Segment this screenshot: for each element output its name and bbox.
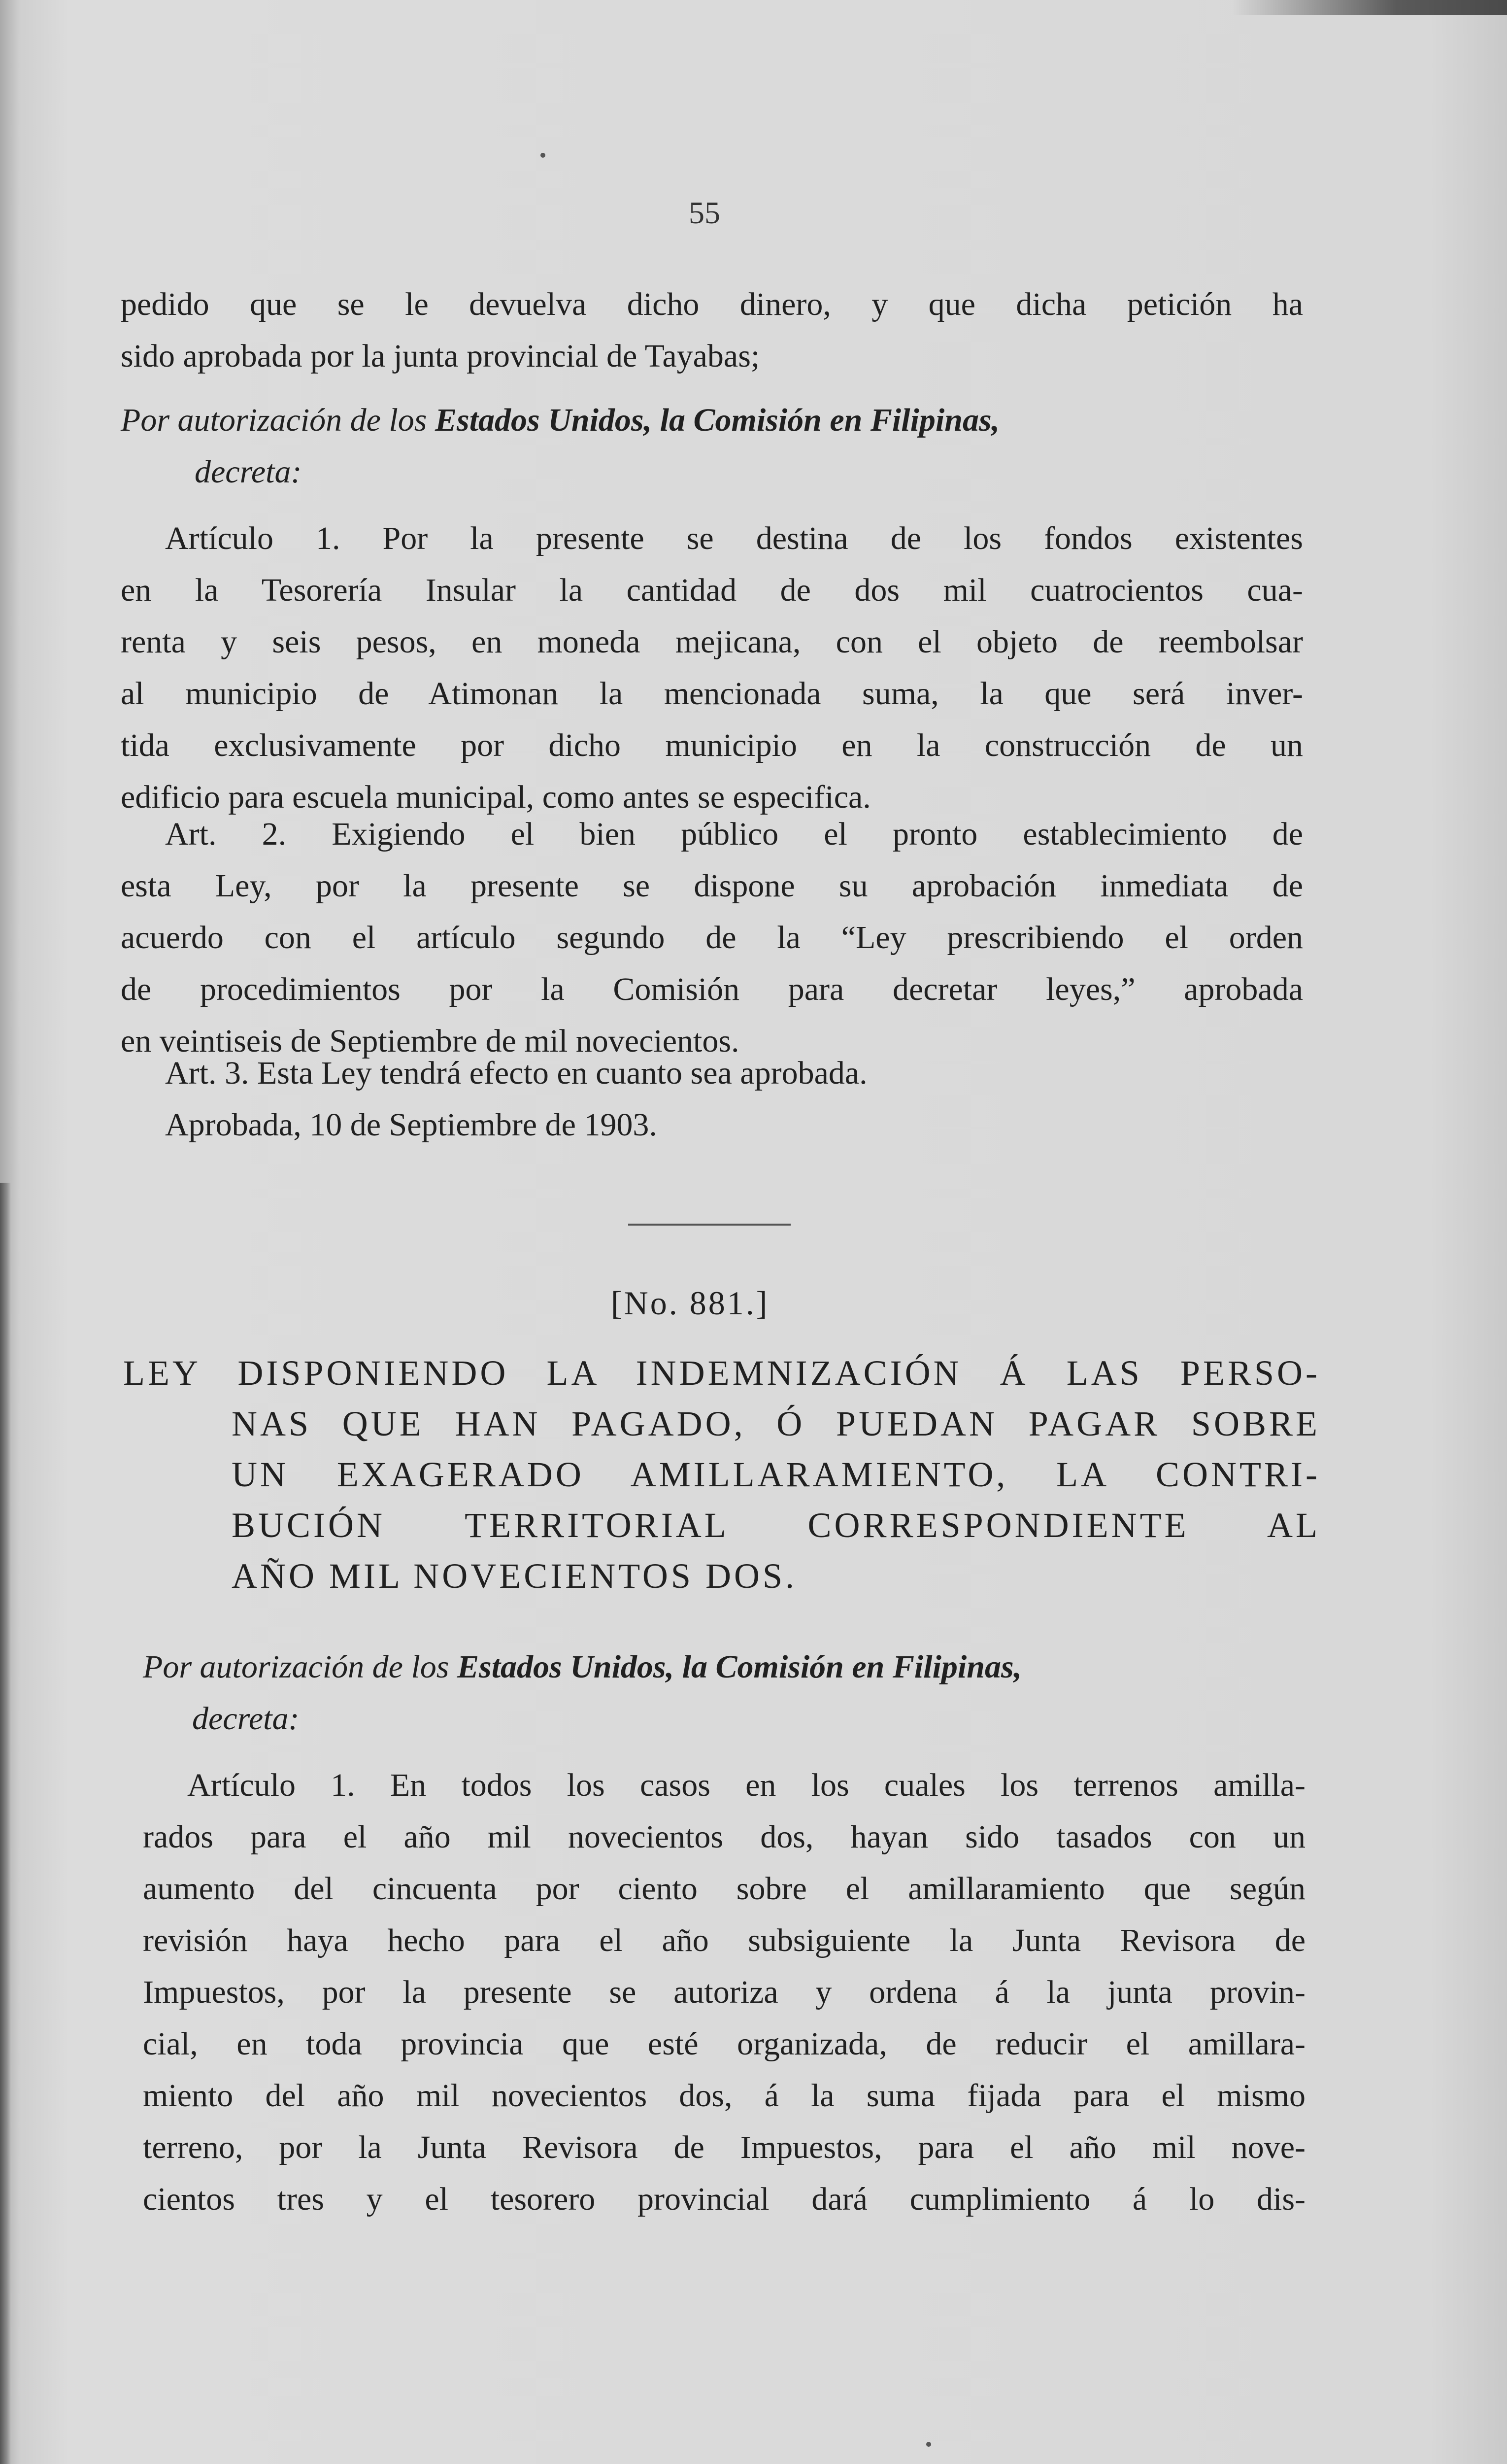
- text-line: Artículo 1. En todos los casos en los cuales los terrenos amilla-: [187, 1767, 1306, 1803]
- text-line: Aprobada, 10 de Septiembre de 1903.: [165, 1107, 657, 1143]
- text-line: rados para el año mil novecientos dos, hayan sido tasados con un: [143, 1819, 1306, 1855]
- text-line: pedido que se le devuelva dicho dinero, y que dicha petición ha: [121, 286, 1303, 322]
- text-line: renta y seis pesos, en moneda mejicana, con el objeto de reembolsar: [121, 624, 1303, 660]
- intro-paragraph: [121, 278, 1303, 382]
- law-881-article-1: [143, 1759, 1306, 2225]
- text-line: al municipio de Atimonan la mencionada suma, la que será inver-: [121, 676, 1303, 712]
- text-line: en la Tesorería Insular la cantidad de dos mil cuatrocientos cua-: [121, 572, 1303, 608]
- decree-clause-2: [143, 1641, 1325, 1745]
- text-line: Impuestos, por la presente se autoriza y ordena á la junta provin-: [143, 1974, 1306, 2010]
- title-line: AÑO MIL NOVECIENTOS DOS.: [232, 1556, 797, 1596]
- text-line: miento del año mil novecientos dos, á la suma fijada para el mismo: [143, 2078, 1306, 2114]
- text-line: en veintiseis de Septiembre de mil novecientos.: [121, 1023, 739, 1059]
- decree-lead: Por autorización de los: [121, 402, 435, 438]
- title-line: UN EXAGERADO AMILLARAMIENTO, LA CONTRI-: [232, 1455, 1320, 1494]
- text-line: cientos tres y el tesorero provincial dará cumplimiento á lo dis-: [143, 2181, 1306, 2217]
- approval-date: [121, 1099, 1303, 1151]
- title-line: BUCIÓN TERRITORIAL CORRESPONDIENTE AL: [232, 1506, 1320, 1545]
- text-line: sido aprobada por la junta provincial de Tayabas;: [121, 338, 760, 374]
- text-line: tida exclusivamente por dicho municipio en la construcción de un: [121, 727, 1303, 763]
- decree-clause-1: [121, 394, 1303, 498]
- text-line: acuerdo con el artículo segundo de la “Ley prescribiendo el orden: [121, 920, 1303, 956]
- text-line: esta Ley, por la presente se dispone su aprobación inmediata de: [121, 868, 1303, 904]
- speck-mark: [540, 153, 545, 158]
- article-1: [121, 513, 1303, 823]
- text-line: Art. 2. Exigiendo el bien público el pronto establecimiento de: [165, 816, 1303, 852]
- title-line: LEY DISPONIENDO LA INDEMNIZACIÓN Á LAS PERSO-: [123, 1353, 1320, 1393]
- scan-shadow-left: [0, 1183, 11, 2464]
- section-divider: [628, 1224, 791, 1226]
- title-line: NAS QUE HAN PAGADO, Ó PUEDAN PAGAR SOBRE: [232, 1404, 1320, 1443]
- scan-shadow-top: [1232, 0, 1507, 15]
- article-2: [121, 808, 1303, 1067]
- page-number: 55: [689, 195, 720, 230]
- speck-mark: [926, 2442, 931, 2447]
- text-line: terreno, por la Junta Revisora de Impuestos, para el año mil nove-: [143, 2129, 1306, 2165]
- decree-authority: Estados Unidos, la Comisión en Filipinas,: [457, 1649, 1022, 1685]
- article-3: [121, 1047, 1303, 1099]
- text-line: edificio para escuela municipal, como antes se especifica.: [121, 779, 871, 815]
- text-line: cial, en toda provincia que esté organizada, de reducir el amillara-: [143, 2026, 1306, 2062]
- text-line: Artículo 1. Por la presente se destina de los fondos existentes: [165, 520, 1303, 556]
- text-line: Art. 3. Esta Ley tendrá efecto en cuanto sea aprobada.: [165, 1055, 868, 1091]
- law-number: [No. 881.]: [611, 1284, 770, 1322]
- decree-authority: Estados Unidos, la Comisión en Filipinas,: [435, 402, 1000, 438]
- decree-verb: decreta:: [192, 1701, 300, 1737]
- text-line: de procedimientos por la Comisión para decretar leyes,” aprobada: [121, 971, 1303, 1007]
- decree-line: [143, 1641, 1325, 1693]
- text-line: aumento del cincuenta por ciento sobre el amillaramiento que según: [143, 1871, 1306, 1907]
- decree-line: [121, 394, 1303, 446]
- law-title: [123, 1348, 1320, 1602]
- decree-verb: decreta:: [195, 454, 302, 490]
- text-line: revisión haya hecho para el año subsiguiente la Junta Revisora de: [143, 1922, 1306, 1958]
- decree-lead: Por autorización de los: [143, 1649, 457, 1685]
